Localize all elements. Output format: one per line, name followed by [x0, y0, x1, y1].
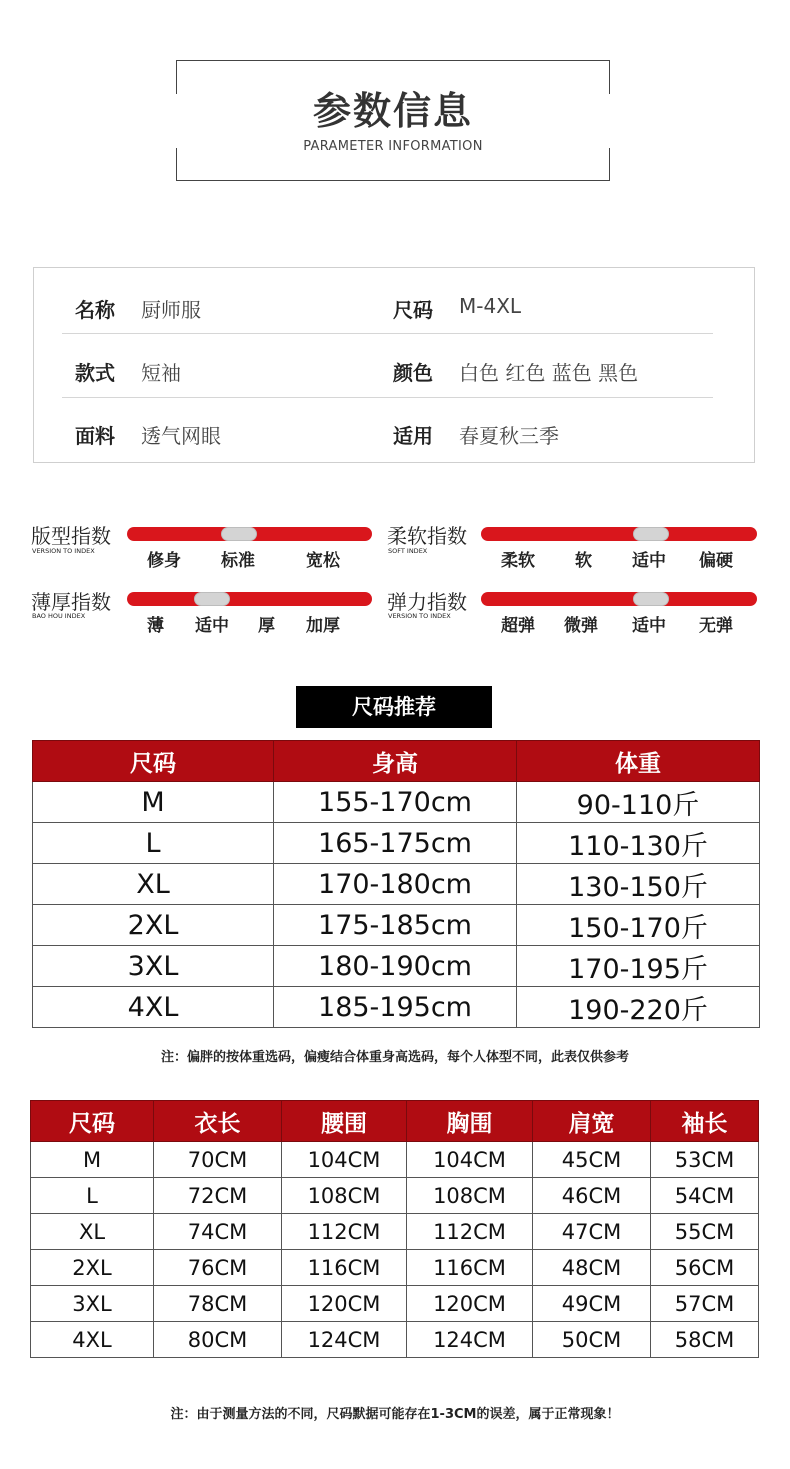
index-label: 适中 [632, 616, 666, 636]
index-slider-knob [221, 527, 257, 541]
index-title: 柔软指数 [387, 524, 467, 548]
col-header-size: 尺码 [31, 1101, 154, 1142]
size-recommend-table [32, 740, 760, 1028]
cell-length: 74CM [154, 1214, 282, 1250]
cell-chest: 104CM [407, 1142, 533, 1178]
info-key-fabric: 面料 [75, 424, 115, 448]
cell-height: 185-195cm [274, 987, 517, 1028]
index-slider-track [481, 527, 757, 541]
index-label: 厚 [258, 616, 275, 636]
page-subtitle: PARAMETER INFORMATION [303, 139, 483, 154]
recommend-note: 注：偏胖的按体重选码，偏瘦结合体重身高选码，每个人体型不同，此表仅供参考 [160, 1050, 629, 1065]
index-subtitle: BAO HOU INDEX [32, 612, 86, 620]
cell-waist: 104CM [282, 1142, 407, 1178]
table-row [31, 1250, 759, 1286]
index-label: 超弹 [501, 616, 535, 636]
table-row [31, 1214, 759, 1250]
cell-chest: 124CM [407, 1322, 533, 1358]
index-label: 适中 [195, 616, 229, 636]
info-key-season: 适用 [393, 424, 433, 448]
table-row [33, 864, 760, 905]
info-key-size: 尺码 [393, 298, 433, 322]
table-row [33, 823, 760, 864]
table-row [31, 1142, 759, 1178]
table-row [33, 987, 760, 1028]
index-slider-knob [194, 592, 230, 606]
info-value-style: 短袖 [141, 361, 181, 385]
cell-weight: 150-170斤 [517, 905, 760, 946]
cell-sleeve: 56CM [651, 1250, 759, 1286]
table-row [33, 946, 760, 987]
cell-shoulder: 49CM [533, 1286, 651, 1322]
cell-length: 70CM [154, 1142, 282, 1178]
cell-length: 72CM [154, 1178, 282, 1214]
index-label: 柔软 [501, 551, 535, 571]
index-slider-track [481, 592, 757, 606]
index-label: 薄 [147, 616, 164, 636]
info-value-color: 白色 红色 蓝色 黑色 [459, 361, 639, 385]
index-label: 无弹 [699, 616, 733, 636]
col-header-shoulder: 肩宽 [533, 1101, 651, 1142]
size-measurement-table [30, 1100, 759, 1358]
index-label: 宽松 [306, 551, 340, 571]
index-title: 弹力指数 [387, 590, 467, 614]
index-slider-knob [633, 592, 669, 606]
cell-waist: 108CM [282, 1178, 407, 1214]
cell-chest: 108CM [407, 1178, 533, 1214]
cell-waist: 124CM [282, 1322, 407, 1358]
index-subtitle: VERSION TO INDEX [388, 612, 451, 620]
cell-sleeve: 54CM [651, 1178, 759, 1214]
cell-length: 80CM [154, 1322, 282, 1358]
col-header-waist: 腰围 [282, 1101, 407, 1142]
cell-weight: 130-150斤 [517, 864, 760, 905]
table-row [33, 782, 760, 823]
cell-size: 3XL [31, 1286, 154, 1322]
col-header-height: 身高 [274, 741, 517, 782]
cell-size: L [33, 823, 274, 864]
col-header-size: 尺码 [33, 741, 274, 782]
measurement-note: 注：由于测量方法的不同，尺码默据可能存在1-3CM的误差，属于正常现象！ [170, 1407, 620, 1422]
cell-size: 3XL [33, 946, 274, 987]
cell-shoulder: 50CM [533, 1322, 651, 1358]
index-label: 加厚 [306, 616, 340, 636]
cell-sleeve: 53CM [651, 1142, 759, 1178]
col-header-chest: 胸围 [407, 1101, 533, 1142]
cell-shoulder: 46CM [533, 1178, 651, 1214]
cell-size: 2XL [33, 905, 274, 946]
index-label: 偏硬 [699, 551, 733, 571]
cell-height: 180-190cm [274, 946, 517, 987]
col-header-length: 衣长 [154, 1101, 282, 1142]
info-value-season: 春夏秋三季 [459, 424, 559, 448]
cell-weight: 90-110斤 [517, 782, 760, 823]
cell-shoulder: 48CM [533, 1250, 651, 1286]
cell-size: 2XL [31, 1250, 154, 1286]
cell-height: 155-170cm [274, 782, 517, 823]
index-title: 版型指数 [31, 524, 111, 548]
parameter-info-box [33, 267, 755, 463]
table-row [31, 1178, 759, 1214]
table-row [33, 905, 760, 946]
info-value-fabric: 透气网眼 [141, 424, 221, 448]
cell-height: 170-180cm [274, 864, 517, 905]
cell-weight: 190-220斤 [517, 987, 760, 1028]
cell-size: XL [33, 864, 274, 905]
divider [62, 397, 713, 398]
cell-size: 4XL [33, 987, 274, 1028]
info-value-name: 厨师服 [141, 298, 201, 322]
info-key-style: 款式 [75, 361, 115, 385]
index-subtitle: VERSION TO INDEX [32, 547, 95, 555]
cell-size: M [33, 782, 274, 823]
index-subtitle: SOFT INDEX [388, 547, 428, 555]
cell-weight: 170-195斤 [517, 946, 760, 987]
index-label: 适中 [632, 551, 666, 571]
cell-weight: 110-130斤 [517, 823, 760, 864]
cell-shoulder: 45CM [533, 1142, 651, 1178]
cell-size: L [31, 1178, 154, 1214]
cell-size: XL [31, 1214, 154, 1250]
index-title: 薄厚指数 [31, 590, 111, 614]
index-label: 修身 [147, 551, 181, 571]
table-header-row [33, 741, 760, 782]
cell-sleeve: 58CM [651, 1322, 759, 1358]
index-label: 微弹 [564, 616, 598, 636]
col-header-weight: 体重 [517, 741, 760, 782]
index-label: 软 [575, 551, 592, 571]
divider [62, 333, 713, 334]
section-header [176, 60, 610, 181]
col-header-sleeve: 袖长 [651, 1101, 759, 1142]
cell-waist: 112CM [282, 1214, 407, 1250]
cell-chest: 112CM [407, 1214, 533, 1250]
table-row [31, 1286, 759, 1322]
cell-length: 78CM [154, 1286, 282, 1322]
info-value-size: M-4XL [459, 294, 522, 318]
index-slider-knob [633, 527, 669, 541]
cell-chest: 120CM [407, 1286, 533, 1322]
cell-chest: 116CM [407, 1250, 533, 1286]
index-label: 标准 [221, 551, 255, 571]
info-key-color: 颜色 [393, 361, 433, 385]
info-key-name: 名称 [75, 298, 115, 322]
cell-sleeve: 55CM [651, 1214, 759, 1250]
cell-shoulder: 47CM [533, 1214, 651, 1250]
cell-height: 165-175cm [274, 823, 517, 864]
cell-size: 4XL [31, 1322, 154, 1358]
cell-height: 175-185cm [274, 905, 517, 946]
cell-size: M [31, 1142, 154, 1178]
page-title: 参数信息 [312, 89, 473, 133]
size-recommend-title: 尺码推荐 [296, 686, 492, 728]
table-header-row [31, 1101, 759, 1142]
cell-sleeve: 57CM [651, 1286, 759, 1322]
cell-waist: 120CM [282, 1286, 407, 1322]
index-slider-track [127, 592, 372, 606]
cell-waist: 116CM [282, 1250, 407, 1286]
cell-length: 76CM [154, 1250, 282, 1286]
table-row [31, 1322, 759, 1358]
